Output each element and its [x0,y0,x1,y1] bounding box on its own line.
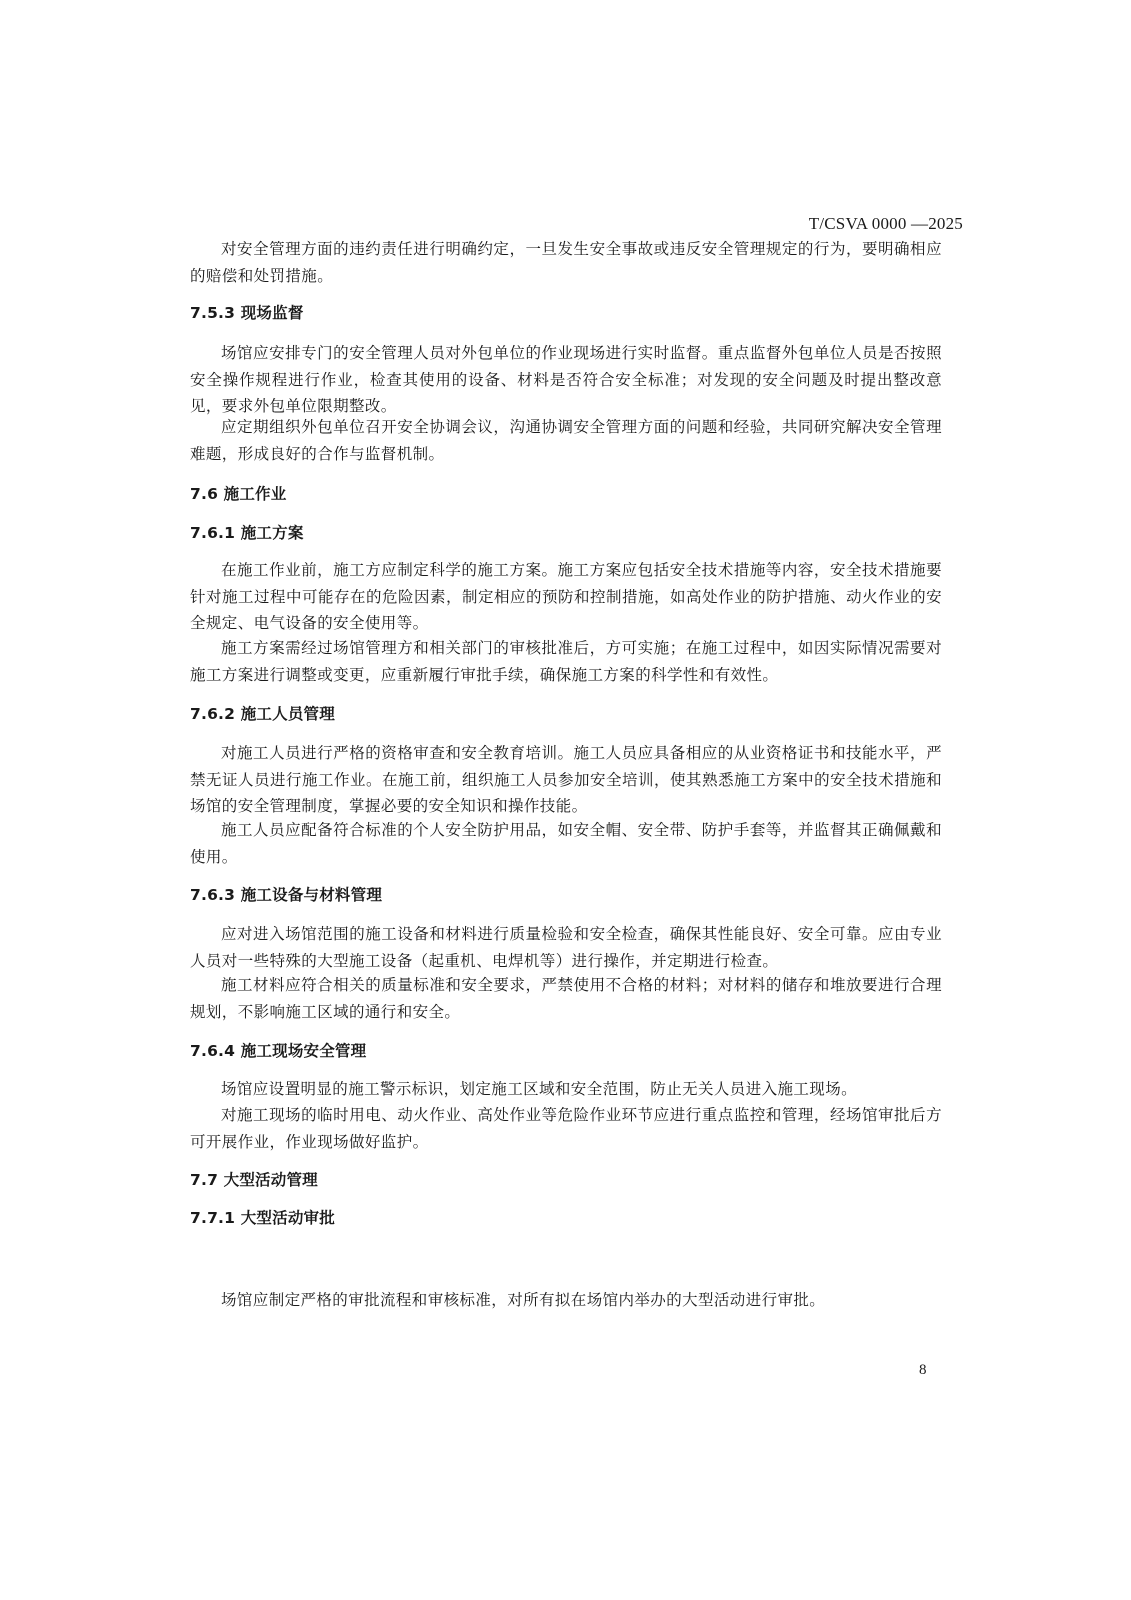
paragraph-7-6-4-1: 场馆应设置明显的施工警示标识，划定施工区域和安全范围，防止无关人员进入施工现场。 [221,1080,858,1098]
paragraph-7-6-1-2: 施工方案需经过场馆管理方和相关部门的审核批准后，方可实施；在施工过程中，如因实际情况需要对施工方案进行调整或变更，应重新履行审批手续，确保施工方案的科学性和有效性。 [190,639,942,684]
heading-7-6-1: 7.6.1 施工方案 [190,524,304,542]
page-number: 8 [919,1362,927,1378]
paragraph-intro: 对安全管理方面的违约责任进行明确约定，一旦发生安全事故或违反安全管理规定的行为，要明确相应的赔偿和处罚措施。 [190,240,942,285]
paragraph-7-6-3-1: 应对进入场馆范围的施工设备和材料进行质量检验和安全检查，确保其性能良好、安全可靠。应由专业人员对一些特殊的大型施工设备（起重机、电焊机等）进行操作，并定期进行检查。 [190,925,942,970]
heading-7-6: 7.6 施工作业 [190,485,287,503]
paragraph-7-5-3-2: 应定期组织外包单位召开安全协调会议，沟通协调安全管理方面的问题和经验，共同研究解决安全管理难题，形成良好的合作与监督机制。 [190,418,942,463]
paragraph-7-6-2-2: 施工人员应配备符合标准的个人安全防护用品，如安全帽、安全带、防护手套等，并监督其正确佩戴和使用。 [190,821,942,866]
paragraph-7-6-1-1: 在施工作业前，施工方应制定科学的施工方案。施工方案应包括安全技术措施等内容，安全技术措施要针对施工过程中可能存在的危险因素，制定相应的预防和控制措施，如高处作业的防护措施、动火作业的安全规定、电气设备的安全使用等。 [190,561,942,632]
heading-7-6-2: 7.6.2 施工人员管理 [190,705,335,723]
heading-7-6-4: 7.6.4 施工现场安全管理 [190,1042,367,1060]
heading-7-7: 7.7 大型活动管理 [190,1171,318,1189]
paragraph-7-6-4-2: 对施工现场的临时用电、动火作业、高处作业等危险作业环节应进行重点监控和管理，经场馆审批后方可开展作业，作业现场做好监护。 [190,1106,942,1151]
paragraph-7-7-1-1: 场馆应制定严格的审批流程和审核标准，对所有拟在场馆内举办的大型活动进行审批。 [221,1291,826,1309]
heading-7-6-3: 7.6.3 施工设备与材料管理 [190,886,383,904]
heading-7-5-3: 7.5.3 现场监督 [190,304,304,322]
heading-7-7-1: 7.7.1 大型活动审批 [190,1209,335,1227]
paragraph-7-5-3-1: 场馆应安排专门的安全管理人员对外包单位的作业现场进行实时监督。重点监督外包单位人员是否按照安全操作规程进行作业，检查其使用的设备、材料是否符合安全标准；对发现的安全问题及时提出整改意见，要求外包单位限期整改。 [190,344,942,415]
paragraph-7-6-2-1: 对施工人员进行严格的资格审查和安全教育培训。施工人员应具备相应的从业资格证书和技能水平，严禁无证人员进行施工作业。在施工前，组织施工人员参加安全培训，使其熟悉施工方案中的安全技术措施和场馆的安全管理制度，掌握必要的安全知识和操作技能。 [190,744,942,815]
document-code: T/CSVA 0000 —2025 [808,214,963,233]
paragraph-7-6-3-2: 施工材料应符合相关的质量标准和安全要求，严禁使用不合格的材料；对材料的储存和堆放要进行合理规划，不影响施工区域的通行和安全。 [190,976,942,1021]
